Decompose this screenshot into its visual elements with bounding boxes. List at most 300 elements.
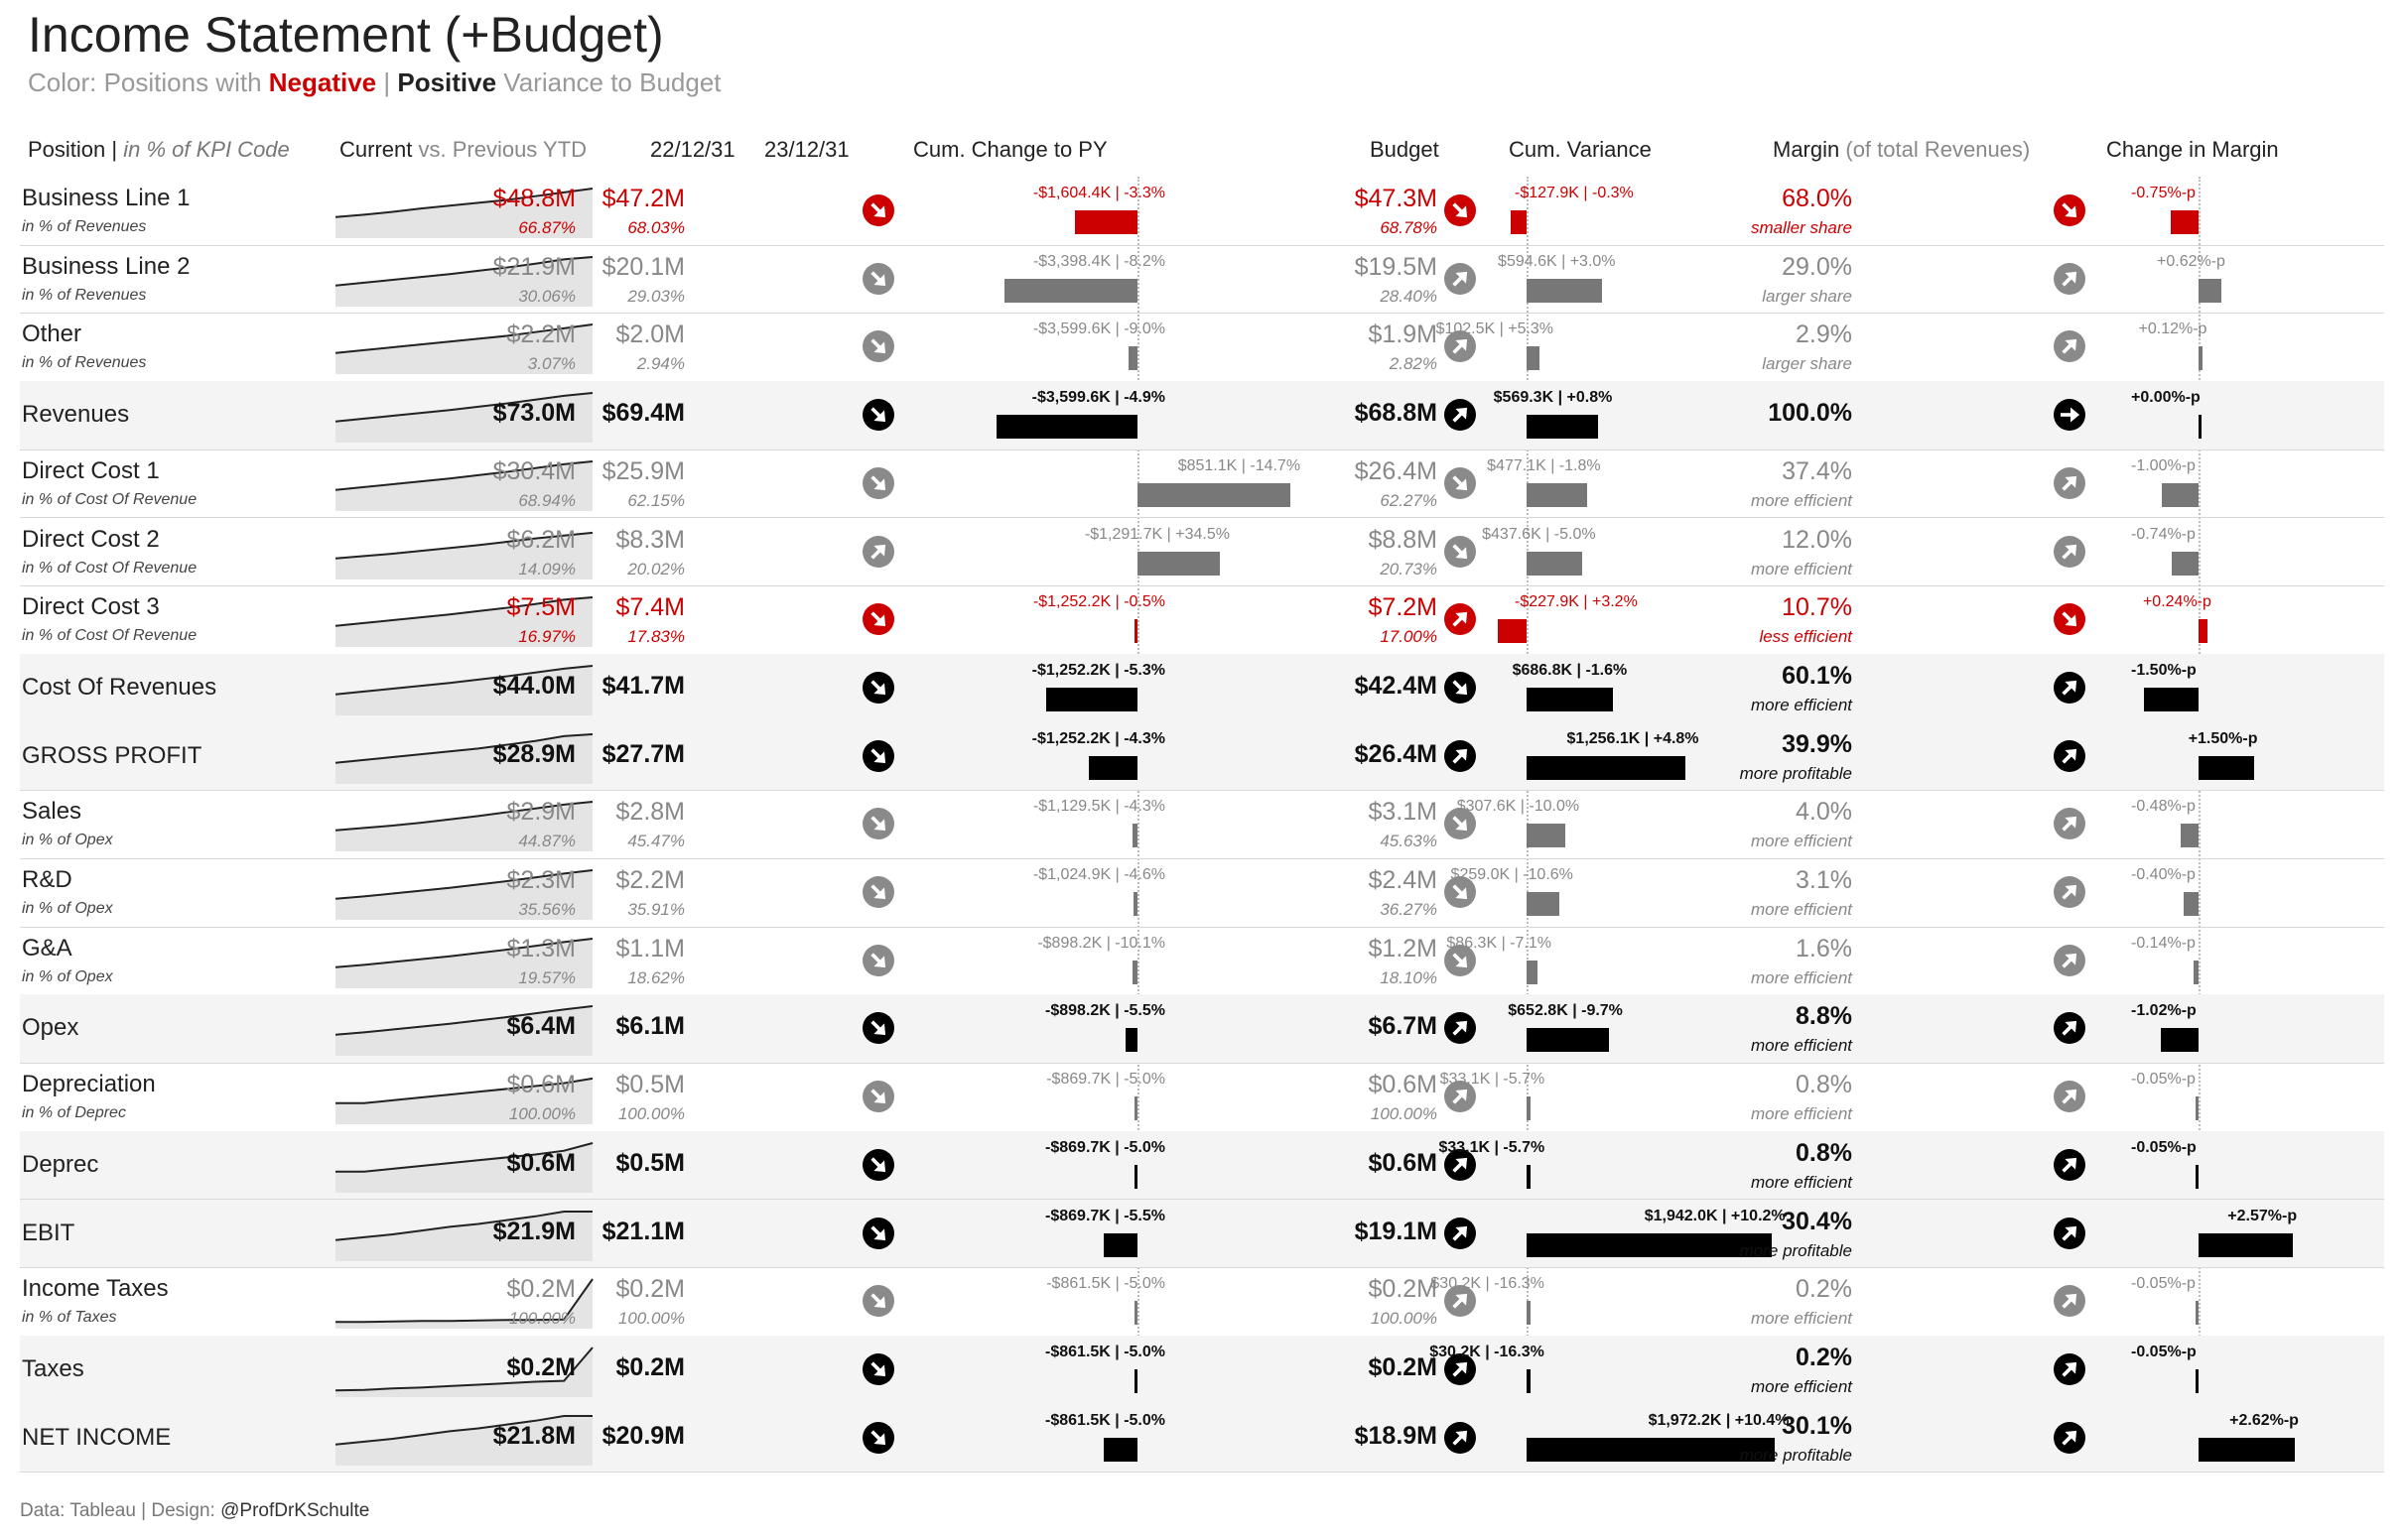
budget-share: 17.00%	[1380, 627, 1437, 647]
budget-arrow-icon	[1443, 1217, 1477, 1250]
position-sub: in % of Cost Of Revenue	[22, 627, 198, 645]
position-sub: in % of Deprec	[22, 1104, 126, 1122]
variance-bar	[1527, 279, 1602, 303]
change-py-arrow-icon	[862, 535, 895, 569]
current-share: 35.91%	[627, 900, 685, 919]
margin-note: more efficient	[1750, 900, 1852, 919]
budget-value: $0.6M	[1368, 1148, 1437, 1177]
margin-value: 12.0%	[1782, 525, 1852, 554]
budget-value: $7.2M	[1368, 593, 1437, 622]
variance-label: $30.2K | -16.3%	[1430, 1275, 1544, 1293]
margin-change-bar	[2171, 210, 2199, 234]
footer-author: @ProfDrKSchulte	[220, 1500, 370, 1521]
budget-share: 18.10%	[1380, 967, 1437, 987]
margin-arrow-icon	[2053, 739, 2086, 773]
current-value: $7.4M	[615, 593, 685, 622]
previous-value: $44.0M	[492, 671, 576, 700]
change-py-label: -$1,604.4K | -3.3%	[1032, 185, 1165, 201]
previous-share: 16.97%	[518, 627, 576, 647]
margin-change-label: -0.40%-p	[2131, 866, 2196, 883]
margin-change-label: +0.00%-p	[2131, 389, 2201, 407]
table-row	[20, 1267, 2384, 1337]
margin-note: more efficient	[1750, 559, 1852, 578]
margin-value: 37.4%	[1782, 456, 1852, 485]
budget-value: $0.2M	[1368, 1275, 1437, 1304]
change-py-label: -$861.5K | -5.0%	[1045, 1411, 1165, 1429]
current-value: $69.4M	[601, 399, 685, 428]
margin-change-bar	[2162, 483, 2199, 507]
kpi-row	[20, 1404, 2384, 1474]
position-sub: in % of Revenues	[22, 218, 147, 235]
current-value: $2.2M	[615, 866, 685, 894]
change-py-arrow-icon	[862, 671, 895, 705]
current-value: $2.0M	[615, 321, 685, 349]
previous-value: $73.0M	[492, 399, 576, 428]
previous-value: $1.3M	[506, 934, 576, 962]
current-value: $20.9M	[601, 1421, 685, 1450]
change-py-bar	[1135, 1165, 1137, 1189]
previous-value: $2.2M	[506, 321, 576, 349]
budget-arrow-icon	[1443, 739, 1477, 773]
current-value: $47.2M	[601, 185, 685, 212]
change-py-label: -$1,252.2K | -4.3%	[1031, 729, 1165, 747]
position-sub: in % of Cost Of Revenue	[22, 559, 198, 577]
legend-negative: Negative	[268, 67, 377, 97]
legend-positive: Positive	[397, 67, 497, 97]
header-prev-date: 22/12/31	[650, 137, 735, 162]
margin-note: less efficient	[1759, 627, 1852, 647]
header-variance: Cum. Variance	[1509, 137, 1652, 162]
variance-bar	[1527, 346, 1539, 370]
current-share: 17.83%	[627, 627, 685, 647]
change-py-label: -$869.7K | -5.0%	[1045, 1138, 1165, 1156]
budget-share: 28.40%	[1380, 286, 1437, 306]
previous-value: $48.8M	[492, 185, 576, 212]
change-py-bar	[1137, 552, 1220, 576]
change-py-arrow-icon	[862, 807, 895, 840]
previous-value: $0.2M	[506, 1352, 576, 1381]
margin-arrow-icon	[2053, 1352, 2086, 1386]
current-share: 20.02%	[627, 559, 685, 578]
budget-value: $6.7M	[1368, 1012, 1437, 1041]
margin-change-bar	[2199, 756, 2254, 780]
budget-arrow-icon	[1443, 1421, 1477, 1455]
position-sub: in % of Revenues	[22, 286, 147, 304]
footer-prefix: Data: Tableau | Design:	[20, 1500, 221, 1521]
change-py-bar	[1089, 756, 1137, 780]
previous-share: 66.87%	[518, 218, 576, 237]
margin-value: 10.7%	[1782, 593, 1852, 622]
legend-separator: |	[376, 67, 398, 97]
change-py-arrow-icon	[862, 1148, 895, 1182]
margin-arrow-icon	[2053, 535, 2086, 569]
margin-value: 4.0%	[1796, 798, 1852, 827]
margin-arrow-icon	[2053, 193, 2086, 227]
header-change-py: Cum. Change to PY	[913, 137, 1108, 162]
margin-change-bar	[2199, 346, 2203, 370]
budget-arrow-icon	[1443, 193, 1477, 227]
change-py-arrow-icon	[862, 944, 895, 977]
variance-bar	[1527, 1028, 1609, 1052]
budget-arrow-icon	[1443, 466, 1477, 500]
margin-value: 39.9%	[1782, 729, 1852, 758]
variance-bar	[1527, 1438, 1775, 1462]
budget-value: $3.1M	[1368, 798, 1437, 827]
variance-bar	[1511, 210, 1527, 234]
change-py-bar	[1134, 892, 1137, 916]
margin-change-label: -0.75%-p	[2131, 185, 2196, 201]
table-row	[20, 518, 2384, 587]
change-py-label: -$1,252.2K | -5.3%	[1031, 661, 1165, 679]
change-py-bar	[1137, 483, 1290, 507]
change-py-label: -$861.5K | -5.0%	[1046, 1275, 1165, 1293]
header-margin-sub: (of total Revenues)	[1845, 137, 2031, 162]
budget-value: $2.4M	[1368, 866, 1437, 894]
variance-bar	[1527, 552, 1582, 576]
margin-change-label: -0.05%-p	[2131, 1138, 2197, 1156]
change-py-bar	[1135, 1369, 1137, 1393]
table-row	[20, 858, 2384, 928]
margin-change-bar	[2194, 961, 2199, 984]
variance-bar	[1527, 756, 1685, 780]
margin-change-bar	[2196, 1096, 2199, 1120]
budget-value: $26.4M	[1354, 739, 1437, 768]
kpi-row	[20, 381, 2384, 450]
budget-share: 45.63%	[1380, 832, 1437, 851]
variance-label: -$227.9K | +3.2%	[1515, 593, 1638, 611]
margin-arrow-icon	[2053, 875, 2086, 909]
budget-share: 2.82%	[1389, 354, 1437, 374]
current-share: 45.47%	[627, 832, 685, 851]
change-py-label: $851.1K | -14.7%	[1177, 456, 1301, 474]
change-py-bar	[1104, 1438, 1137, 1462]
budget-arrow-icon	[1443, 398, 1477, 432]
margin-arrow-icon	[2053, 944, 2086, 977]
variance-label: $437.6K | -5.0%	[1482, 525, 1596, 543]
margin-value: 68.0%	[1782, 185, 1852, 212]
variance-bar	[1498, 619, 1527, 643]
current-value: $0.2M	[615, 1275, 685, 1304]
variance-label: $86.3K | -7.1%	[1446, 934, 1551, 952]
margin-arrow-icon	[2053, 1217, 2086, 1250]
change-py-bar	[1129, 346, 1137, 370]
previous-value: $21.9M	[492, 1217, 576, 1245]
change-py-label: -$1,129.5K | -4.3%	[1032, 798, 1165, 816]
current-value: $0.2M	[615, 1352, 685, 1381]
margin-arrow-icon	[2053, 807, 2086, 840]
previous-value: $30.4M	[492, 456, 576, 485]
variance-bar	[1527, 688, 1613, 711]
position-sub: in % of Revenues	[22, 354, 147, 372]
change-py-bar	[1135, 1096, 1137, 1120]
position-name: G&A	[22, 934, 72, 962]
variance-bar	[1527, 1233, 1772, 1257]
position-sub: in % of Opex	[22, 967, 113, 985]
current-value: $41.7M	[601, 671, 685, 700]
variance-label: $652.8K | -9.7%	[1508, 1002, 1623, 1020]
change-py-arrow-icon	[862, 1217, 895, 1250]
margin-value: 100.0%	[1768, 399, 1852, 428]
current-value: $27.7M	[601, 739, 685, 768]
previous-value: $2.9M	[506, 798, 576, 827]
change-py-label: -$3,398.4K | -8.2%	[1032, 252, 1165, 270]
change-py-label: -$1,024.9K | -4.6%	[1032, 866, 1165, 883]
kpi-row	[20, 722, 2384, 792]
margin-note: more efficient	[1750, 1172, 1852, 1192]
margin-change-label: -0.48%-p	[2131, 798, 2196, 816]
position-name: Sales	[22, 798, 82, 826]
current-share: 18.62%	[627, 967, 685, 987]
previous-share: 44.87%	[518, 832, 576, 851]
table-row	[20, 177, 2384, 246]
margin-arrow-icon	[2053, 602, 2086, 636]
change-py-arrow-icon	[862, 466, 895, 500]
previous-share: 68.94%	[518, 490, 576, 510]
margin-change-bar	[2144, 688, 2200, 711]
variance-bar	[1527, 415, 1598, 439]
previous-value: $6.4M	[506, 1012, 576, 1041]
change-py-arrow-icon	[862, 1421, 895, 1455]
variance-bar	[1527, 1096, 1531, 1120]
current-share: 68.03%	[627, 218, 685, 237]
previous-value: $6.2M	[506, 525, 576, 554]
variance-label: $594.6K | +3.0%	[1498, 252, 1616, 270]
previous-value: $28.9M	[492, 739, 576, 768]
position-name: NET INCOME	[22, 1423, 172, 1451]
variance-label: -$127.9K | -0.3%	[1515, 185, 1634, 201]
change-py-arrow-icon	[862, 1352, 895, 1386]
position-name: Deprec	[22, 1150, 99, 1178]
position-sub: in % of Cost Of Revenue	[22, 490, 198, 508]
current-value: $25.9M	[601, 456, 685, 485]
margin-note: more efficient	[1750, 1376, 1852, 1396]
margin-change-bar	[2199, 415, 2202, 439]
header-position-sub: in % of KPI Code	[123, 137, 290, 162]
header-position-label: Position |	[28, 137, 118, 162]
budget-share: 68.78%	[1380, 218, 1437, 237]
change-py-label: -$3,599.6K | -9.0%	[1032, 321, 1165, 338]
change-py-bar	[1133, 961, 1137, 984]
margin-change-label: +0.12%-p	[2138, 321, 2207, 338]
margin-value: 2.9%	[1796, 321, 1852, 349]
previous-value: $2.3M	[506, 866, 576, 894]
margin-note: more efficient	[1750, 1036, 1852, 1056]
current-value: $2.8M	[615, 798, 685, 827]
margin-note: more efficient	[1750, 490, 1852, 510]
position-name: Direct Cost 3	[22, 593, 160, 621]
change-py-label: -$3,599.6K | -4.9%	[1031, 389, 1165, 407]
margin-change-bar	[2196, 1301, 2199, 1325]
budget-value: $8.8M	[1368, 525, 1437, 554]
budget-arrow-icon	[1443, 535, 1477, 569]
current-value: $6.1M	[615, 1012, 685, 1041]
margin-change-bar	[2199, 279, 2221, 303]
margin-change-label: -0.05%-p	[2131, 1071, 2196, 1089]
margin-arrow-icon	[2053, 1421, 2086, 1455]
table-row	[20, 1063, 2384, 1132]
kpi-row	[20, 1200, 2384, 1269]
budget-value: $0.2M	[1368, 1352, 1437, 1381]
change-py-arrow-icon	[862, 398, 895, 432]
table-row	[20, 585, 2384, 655]
header-curr-date: 23/12/31	[764, 137, 850, 162]
margin-change-label: +0.62%-p	[2157, 252, 2225, 270]
position-sub: in % of Opex	[22, 832, 113, 849]
change-py-bar	[1126, 1028, 1137, 1052]
change-py-arrow-icon	[862, 329, 895, 363]
legend-prefix: Color: Positions with	[28, 67, 269, 97]
margin-arrow-icon	[2053, 398, 2086, 432]
margin-arrow-icon	[2053, 1080, 2086, 1113]
position-name: Business Line 1	[22, 185, 191, 211]
variance-bar	[1527, 1301, 1531, 1325]
previous-value: $21.8M	[492, 1421, 576, 1450]
margin-value: 0.2%	[1796, 1343, 1852, 1371]
budget-value: $19.5M	[1354, 252, 1437, 281]
margin-change-bar	[2181, 824, 2199, 847]
header-current-label: Current	[339, 137, 413, 162]
variance-bar	[1527, 1369, 1531, 1393]
table-row	[20, 449, 2384, 519]
position-name: Direct Cost 1	[22, 456, 160, 484]
variance-label: $30.2K | -16.3%	[1429, 1343, 1544, 1360]
change-py-label: -$898.2K | -10.1%	[1037, 934, 1165, 952]
margin-note: more profitable	[1739, 1240, 1852, 1260]
color-legend	[28, 67, 722, 98]
margin-note: more profitable	[1739, 1445, 1852, 1465]
margin-value: 29.0%	[1782, 252, 1852, 281]
margin-change-label: +2.57%-p	[2227, 1207, 2298, 1224]
margin-arrow-icon	[2053, 1284, 2086, 1318]
margin-change-label: -0.05%-p	[2131, 1343, 2197, 1360]
budget-share: 36.27%	[1380, 900, 1437, 919]
position-sub: in % of Opex	[22, 900, 113, 917]
kpi-row	[20, 654, 2384, 723]
budget-value: $68.8M	[1354, 399, 1437, 428]
header-budget: Budget	[1370, 137, 1439, 162]
margin-change-label: -1.50%-p	[2131, 661, 2197, 679]
margin-note: more efficient	[1750, 967, 1852, 987]
current-value: $21.1M	[601, 1217, 685, 1245]
budget-value: $18.9M	[1354, 1421, 1437, 1450]
kpi-row	[20, 1336, 2384, 1405]
margin-change-bar	[2196, 1165, 2199, 1189]
margin-change-bar	[2199, 1438, 2295, 1462]
column-headers	[0, 131, 2404, 171]
previous-share: 100.00%	[508, 1104, 576, 1124]
budget-arrow-icon	[1443, 1011, 1477, 1045]
margin-change-bar	[2184, 892, 2199, 916]
page-title: Income Statement (+Budget)	[28, 7, 664, 63]
margin-note: smaller share	[1750, 218, 1852, 237]
change-py-label: -$861.5K | -5.0%	[1045, 1343, 1165, 1360]
budget-value: $42.4M	[1354, 671, 1437, 700]
variance-label: $1,256.1K | +4.8%	[1566, 729, 1699, 747]
margin-note: more efficient	[1750, 1309, 1852, 1329]
margin-change-label: -1.02%-p	[2131, 1002, 2197, 1020]
footer	[20, 1500, 369, 1522]
margin-change-label: -1.00%-p	[2131, 456, 2196, 474]
budget-value: $1.2M	[1368, 934, 1437, 962]
kpi-row	[20, 994, 2384, 1064]
change-py-arrow-icon	[862, 262, 895, 296]
position-name: EBIT	[22, 1219, 75, 1246]
current-share: 2.94%	[636, 354, 685, 374]
current-share: 100.00%	[617, 1309, 685, 1329]
position-name: Cost Of Revenues	[22, 673, 217, 701]
margin-value: 60.1%	[1782, 661, 1852, 690]
budget-arrow-icon	[1443, 671, 1477, 705]
margin-note: more efficient	[1750, 1104, 1852, 1124]
change-py-bar	[1133, 824, 1137, 847]
position-name: Income Taxes	[22, 1275, 169, 1303]
variance-label: $33.1K | -5.7%	[1438, 1138, 1545, 1156]
table-row	[20, 927, 2384, 996]
budget-value: $26.4M	[1354, 456, 1437, 485]
margin-change-label: -0.14%-p	[2131, 934, 2196, 952]
variance-label: $259.0K | -10.6%	[1450, 866, 1573, 883]
margin-note: more efficient	[1750, 695, 1852, 714]
change-py-bar	[1135, 619, 1137, 643]
variance-label: $102.5K | +5.3%	[1435, 321, 1554, 338]
margin-change-label: -0.74%-p	[2131, 525, 2196, 543]
current-share: 29.03%	[627, 286, 685, 306]
margin-arrow-icon	[2053, 262, 2086, 296]
previous-value: $7.5M	[506, 593, 576, 622]
position-name: Direct Cost 2	[22, 525, 160, 553]
budget-value: $19.1M	[1354, 1217, 1437, 1245]
current-value: $8.3M	[615, 525, 685, 554]
budget-share: 100.00%	[1370, 1309, 1437, 1329]
header-current	[339, 137, 587, 163]
current-share: 100.00%	[617, 1104, 685, 1124]
margin-value: 30.1%	[1782, 1411, 1852, 1440]
margin-value: 0.8%	[1796, 1138, 1852, 1167]
margin-change-label: +2.62%-p	[2229, 1411, 2299, 1429]
header-margin-label: Margin	[1773, 137, 1840, 162]
variance-label: $569.3K | +0.8%	[1493, 389, 1613, 407]
change-py-arrow-icon	[862, 602, 895, 636]
margin-value: 3.1%	[1796, 866, 1852, 894]
margin-note: more profitable	[1739, 763, 1852, 783]
margin-note: larger share	[1762, 354, 1852, 374]
current-value: $0.5M	[615, 1148, 685, 1177]
margin-value: 0.8%	[1796, 1071, 1852, 1099]
previous-value: $0.2M	[506, 1275, 576, 1304]
kpi-row	[20, 1131, 2384, 1201]
table-row	[20, 313, 2384, 382]
position-name: Taxes	[22, 1354, 84, 1382]
budget-value: $47.3M	[1354, 185, 1437, 212]
position-name: Revenues	[22, 401, 130, 429]
change-py-bar	[997, 415, 1137, 439]
previous-share: 35.56%	[518, 900, 576, 919]
margin-value: 8.8%	[1796, 1002, 1852, 1031]
position-sub: in % of Taxes	[22, 1309, 117, 1327]
margin-arrow-icon	[2053, 329, 2086, 363]
position-name: Business Line 2	[22, 252, 191, 280]
margin-change-bar	[2161, 1028, 2199, 1052]
budget-arrow-icon	[1443, 262, 1477, 296]
margin-change-label: -0.05%-p	[2131, 1275, 2196, 1293]
variance-bar	[1527, 961, 1537, 984]
variance-label: $477.1K | -1.8%	[1487, 456, 1601, 474]
table-row	[20, 245, 2384, 315]
position-name: Depreciation	[22, 1071, 156, 1098]
previous-share: 19.57%	[518, 967, 576, 987]
margin-change-label: +1.50%-p	[2188, 729, 2258, 747]
header-change-margin: Change in Margin	[2106, 137, 2279, 162]
